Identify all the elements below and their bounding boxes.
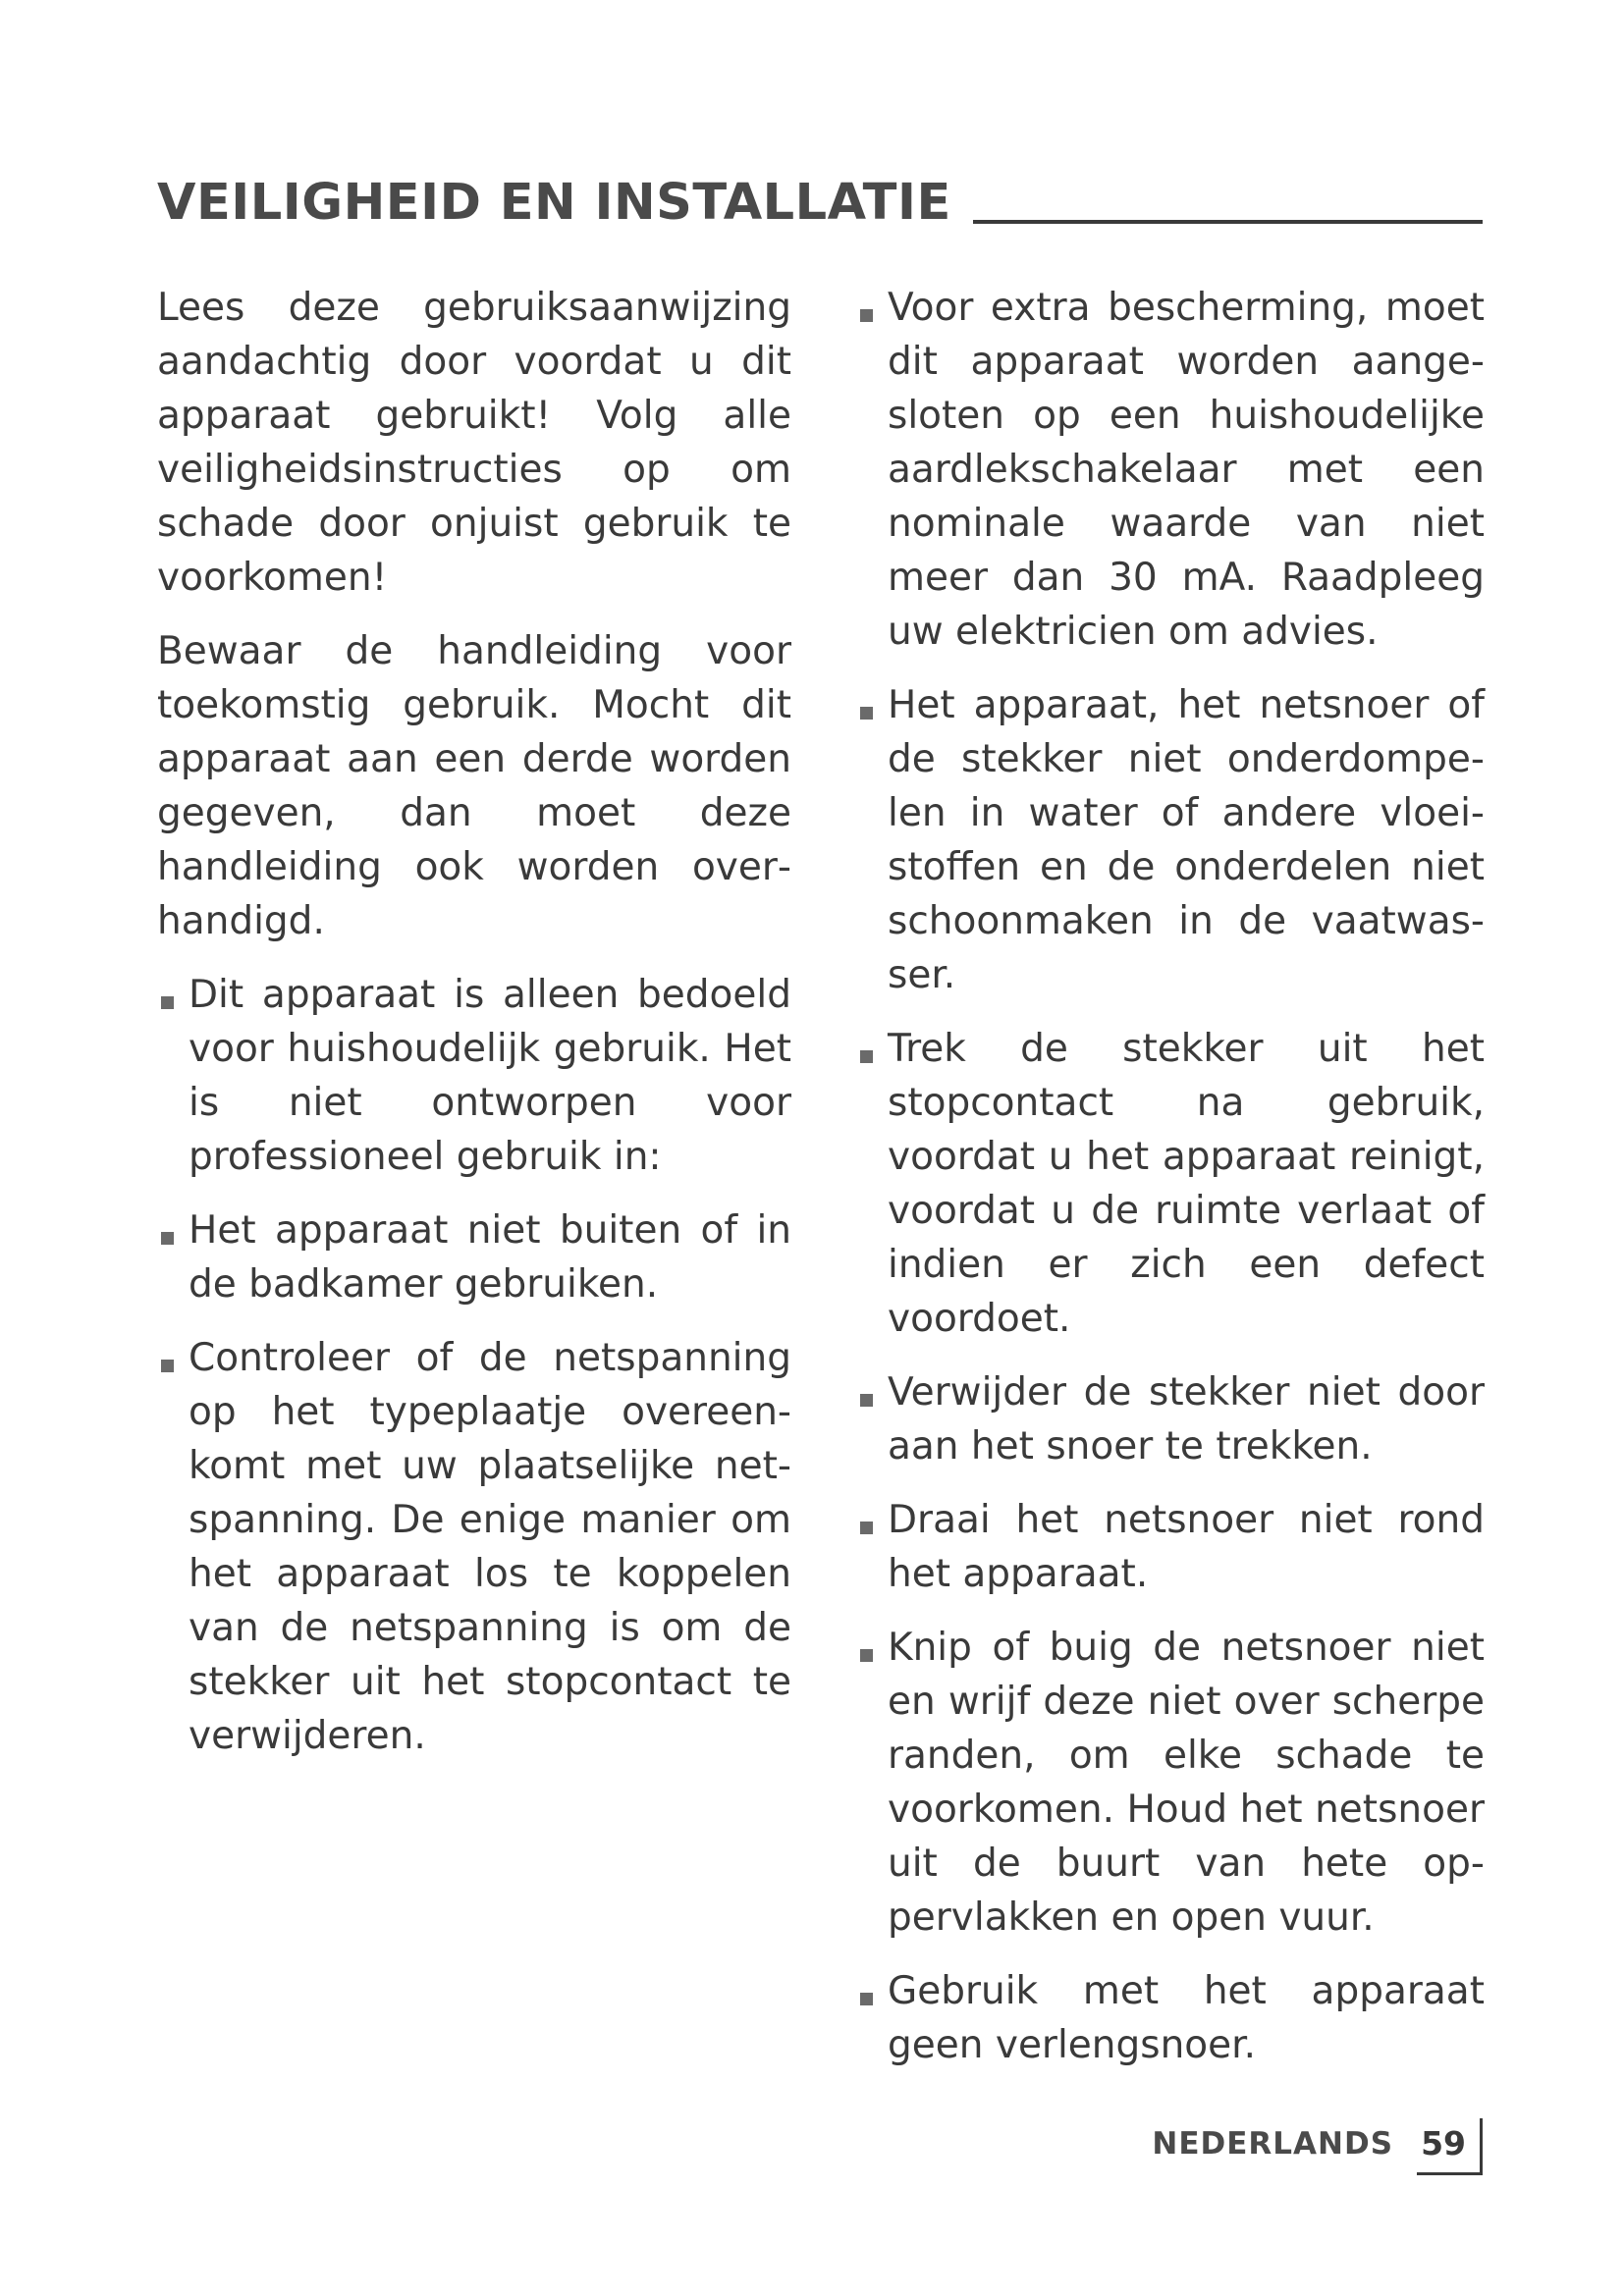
heading-rule [973,220,1483,224]
list-item: Het apparaat niet buiten of in de badkamer gebruiken. [157,1203,791,1311]
section-heading [157,149,1483,232]
left-column [157,281,791,1783]
footer-language: NEDERLANDS [1152,2126,1394,2162]
list-item: Dit apparaat is alleen bedoeld voor huishoudelijk gebruik. Het is niet ontworpen voor professioneel gebruik in: [157,968,791,1184]
list-item: Het apparaat, het netsnoer of de stekker niet onderdompelen in water of andere vloeistoffen en de onderdelen niet schoonmaken in de vaatwasser. [856,678,1485,1002]
page-footer [1152,2118,1483,2175]
list-item: Draai het netsnoer niet rond het apparaat. [856,1493,1485,1601]
list-item: Gebruik met het apparaat geen verlengsnoer. [856,1964,1485,2072]
list-item: Trek de stekker uit het stopcontact na gebruik, voordat u het apparaat reinigt, voordat u de ruimte verlaat of indien er zich een defect voordoet. [856,1022,1485,1346]
right-column [856,281,1485,2092]
page-title: VEILIGHEID EN INSTALLATIE [157,174,951,232]
page-number: 59 [1417,2118,1483,2175]
intro-paragraph: Bewaar de handleiding voor toekomstig gebruik. Mocht dit apparaat aan een derde worden gegeven, dan moet deze handleiding ook worden overhandigd. [157,629,791,943]
list-item: Knip of buig de netsnoer niet en wrijf deze niet over scherpe randen, om elke schade te voorkomen. Houd het netsnoer uit de buurt van hete oppervlakken en open vuur. [856,1621,1485,1945]
list-item: Verwijder de stekker niet door aan het snoer te trekken. [856,1365,1485,1473]
list-item: Voor extra bescherming, moet dit apparaat worden aangesloten op een huishoudelijke aardlekschakelaar met een nominale waarde van niet meer dan 30 mA. Raadpleeg uw elektricien om advies. [856,281,1485,659]
list-item: Controleer of de netspanning op het typeplaatje overeenkomt met uw plaatselijke netspanning. De enige manier om het apparaat los te koppelen van de netspanning is om de stekker uit het stopcontact te verwijderen. [157,1331,791,1763]
intro-paragraph: Lees deze gebruiksaanwijzing aandachtig door voordat u dit apparaat gebruikt! Volg alle veiligheidsinstructies op om schade door onjuist gebruik te voorkomen! [157,286,791,600]
